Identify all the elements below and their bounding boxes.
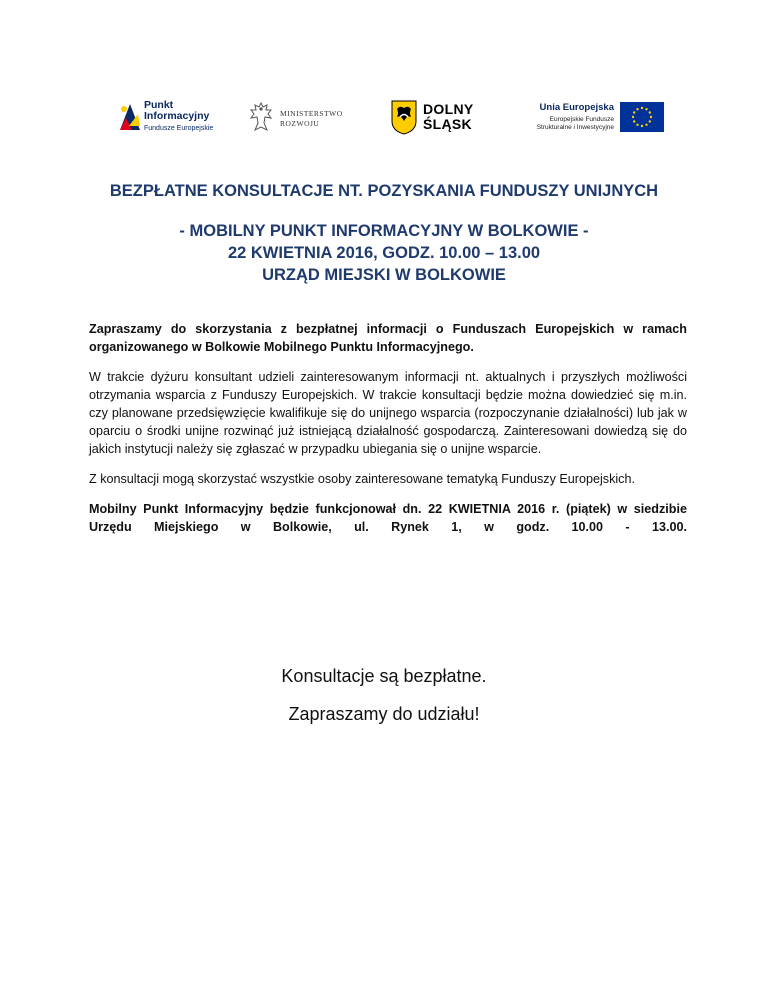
audience-paragraph: Z konsultacji mogą skorzystać wszystkie osoby zainteresowane tematyką Funduszy Europejskich. xyxy=(89,472,635,486)
fundusze-line1: Punkt xyxy=(144,99,174,111)
dolny-slask-shield-icon xyxy=(391,99,417,135)
eagle-emblem-icon xyxy=(248,100,274,134)
ministerstwo-line1: MINISTERSTWO xyxy=(280,109,343,118)
closing-line1: Konsultacje są bezpłatne. xyxy=(281,666,487,686)
unia-europejska-logo xyxy=(514,98,664,138)
dolny-slask-logo xyxy=(391,98,491,138)
unia-line2: Europejskie Fundusze xyxy=(549,116,614,123)
title-line1: BEZPŁATNE KONSULTACJE NT. POZYSKANIA FUNDUSZY UNIJNYCH xyxy=(109,182,659,200)
body-content xyxy=(89,320,687,548)
eu-flag-icon xyxy=(620,102,664,132)
dolny-slask-line2: ŚLĄSK xyxy=(423,116,472,132)
logo-bar xyxy=(116,98,664,138)
schedule-paragraph: Mobilny Punkt Informacyjny będzie funkcjonował dn. 22 KWIETNIA 2016 r. (piątek) w siedzibie Urzędu Miejskiego w Bolkowie, ul. Rynek 1, w godz. 10.00 - 13.00. xyxy=(89,502,687,534)
ministerstwo-rozwoju-logo xyxy=(248,98,358,138)
intro-paragraph: Zapraszamy do skorzystania z bezpłatnej informacji o Funduszach Europejskich w ramach organizowanego w Bolkowie Mobilnego Punktu Informacyjnego. xyxy=(89,322,687,354)
details-paragraph: W trakcie dyżuru konsultant udzieli zainteresowanym informacji nt. aktualnych i przyszłych możliwości otrzymania wsparcia z Funduszy Europejskich. W trakcie konsultacji będzie można dowiedzieć się m.in. czy planowane przedsięwzięcie kwalifikuje się do unijnego wsparcia (rozpoczynanie działalności) lub jak w oparciu o środki unijne rozwinąć już istniejącą działalność gospodarczą. Zainteresowani dowiedzą się do jakich instytucji należy się zgłaszać w przypadku ubiegania się o unijne wsparcie. xyxy=(89,370,687,456)
fundusze-europejskie-logo xyxy=(116,98,236,138)
dolny-slask-line1: DOLNY xyxy=(423,101,474,117)
closing-line2: Zapraszamy do udziału! xyxy=(288,704,480,724)
title-block xyxy=(0,180,768,286)
fundusze-europejskie-icon xyxy=(116,100,142,134)
unia-line3: Strukturalne i Inwestycyjne xyxy=(536,124,614,131)
ministerstwo-line2: ROZWOJU xyxy=(280,119,320,128)
unia-line1: Unia Europejska xyxy=(539,102,614,113)
title-line3: 22 KWIETNIA 2016, GODZ. 10.00 – 13.00 xyxy=(227,244,541,262)
fundusze-line2: Informacyjny xyxy=(144,110,210,122)
title-line2: - MOBILNY PUNKT INFORMACYJNY W BOLKOWIE - xyxy=(179,222,589,240)
fundusze-line3: Fundusze Europejskie xyxy=(144,125,214,132)
closing-block xyxy=(0,664,768,726)
title-line4: URZĄD MIEJSKI W BOLKOWIE xyxy=(262,266,506,284)
